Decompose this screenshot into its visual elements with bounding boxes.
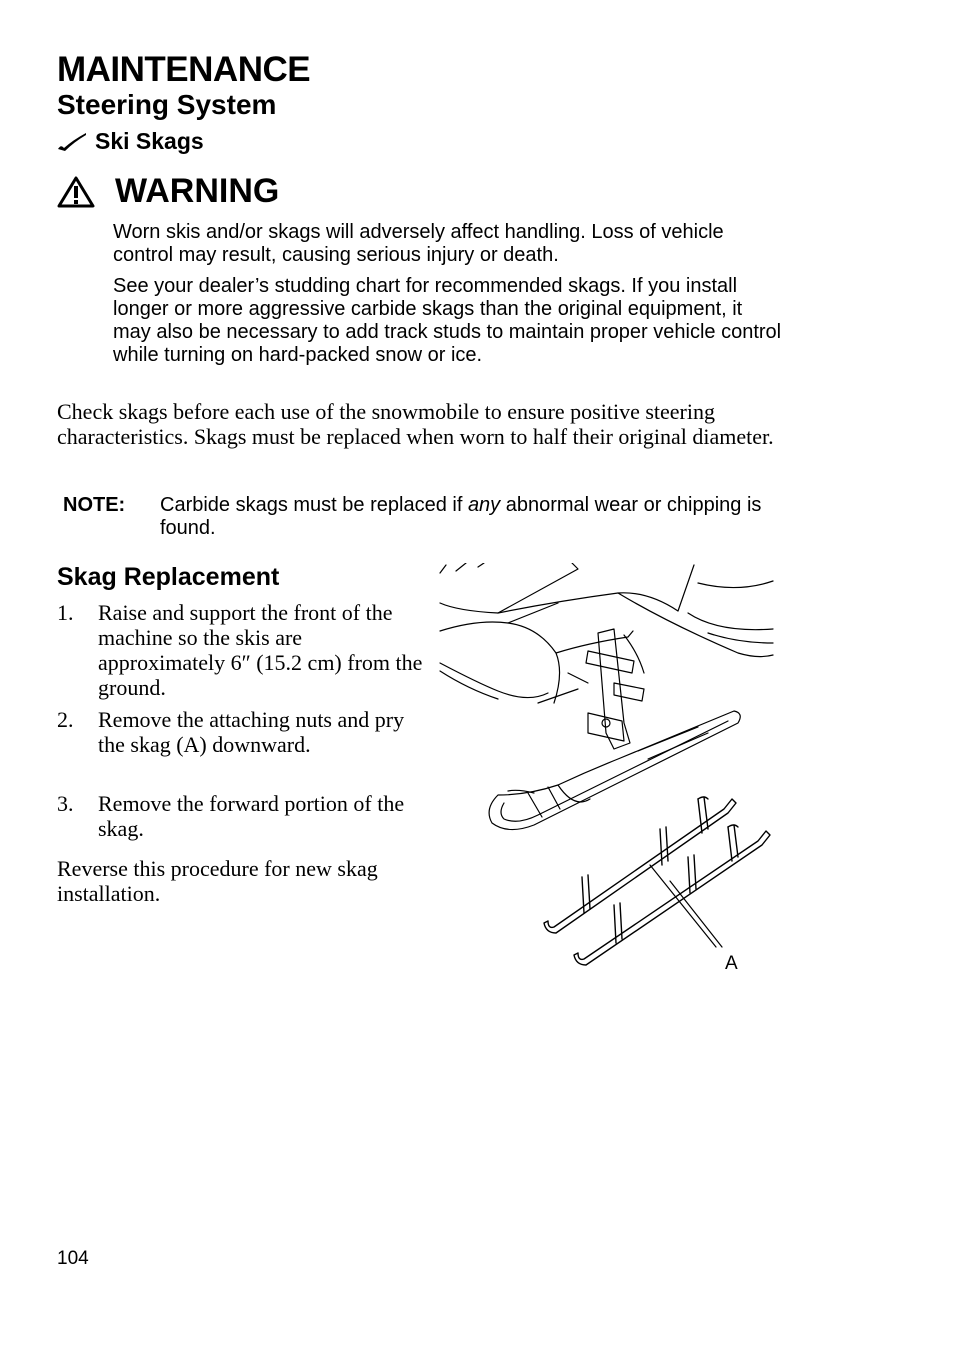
note-label: NOTE: — [63, 494, 126, 516]
step-text: Raise and support the front of the machine so the skis are approximately 6″ (15.2 cm) from the ground. — [98, 600, 423, 700]
warning-heading: WARNING — [115, 172, 280, 210]
warning-triangle-icon — [57, 175, 95, 209]
warning-header — [57, 172, 279, 211]
warning-text: See your dealer’s studding chart for recommended skags. If you install longer or more aggressive carbide skags than the original equipment, it may also be necessary to add track studs to maintain proper vehicle control while turning on hard-packed snow or ice. — [113, 275, 782, 366]
subsection-title: Steering System — [57, 89, 277, 120]
step-text: Remove the forward portion of the skag. — [98, 791, 405, 841]
body-paragraph: Check skags before each use of the snowmobile to ensure positive steering characteristics. Skags must be replaced when worn to half their original diameter. — [57, 399, 774, 449]
note-text — [160, 494, 780, 540]
step-number: 3. — [57, 791, 74, 816]
step-text: Remove the attaching nuts and pry the skag (A) downward. — [98, 707, 405, 757]
callout-label-a: A — [725, 953, 738, 974]
note-text-before: Carbide skags must be replaced if — [160, 494, 468, 516]
topic-heading — [57, 128, 204, 155]
topic-title: Ski Skags — [95, 128, 204, 154]
skag-illustration — [438, 563, 778, 983]
checkmark-icon — [57, 131, 87, 153]
closing-paragraph: Reverse this procedure for new skag installation. — [57, 856, 378, 906]
note-emphasis: any — [467, 494, 501, 516]
procedure-heading: Skag Replacement — [57, 563, 280, 591]
step-number: 2. — [57, 707, 74, 732]
note-text-after: abnormal wear or chipping is found. — [160, 494, 762, 539]
page-number: 104 — [57, 1248, 89, 1269]
warning-text: Worn skis and/or skags will adversely affect handling. Loss of vehicle control may result, causing serious injury or death. — [113, 221, 724, 266]
step-number: 1. — [57, 600, 74, 625]
section-title: MAINTENANCE — [57, 50, 311, 89]
